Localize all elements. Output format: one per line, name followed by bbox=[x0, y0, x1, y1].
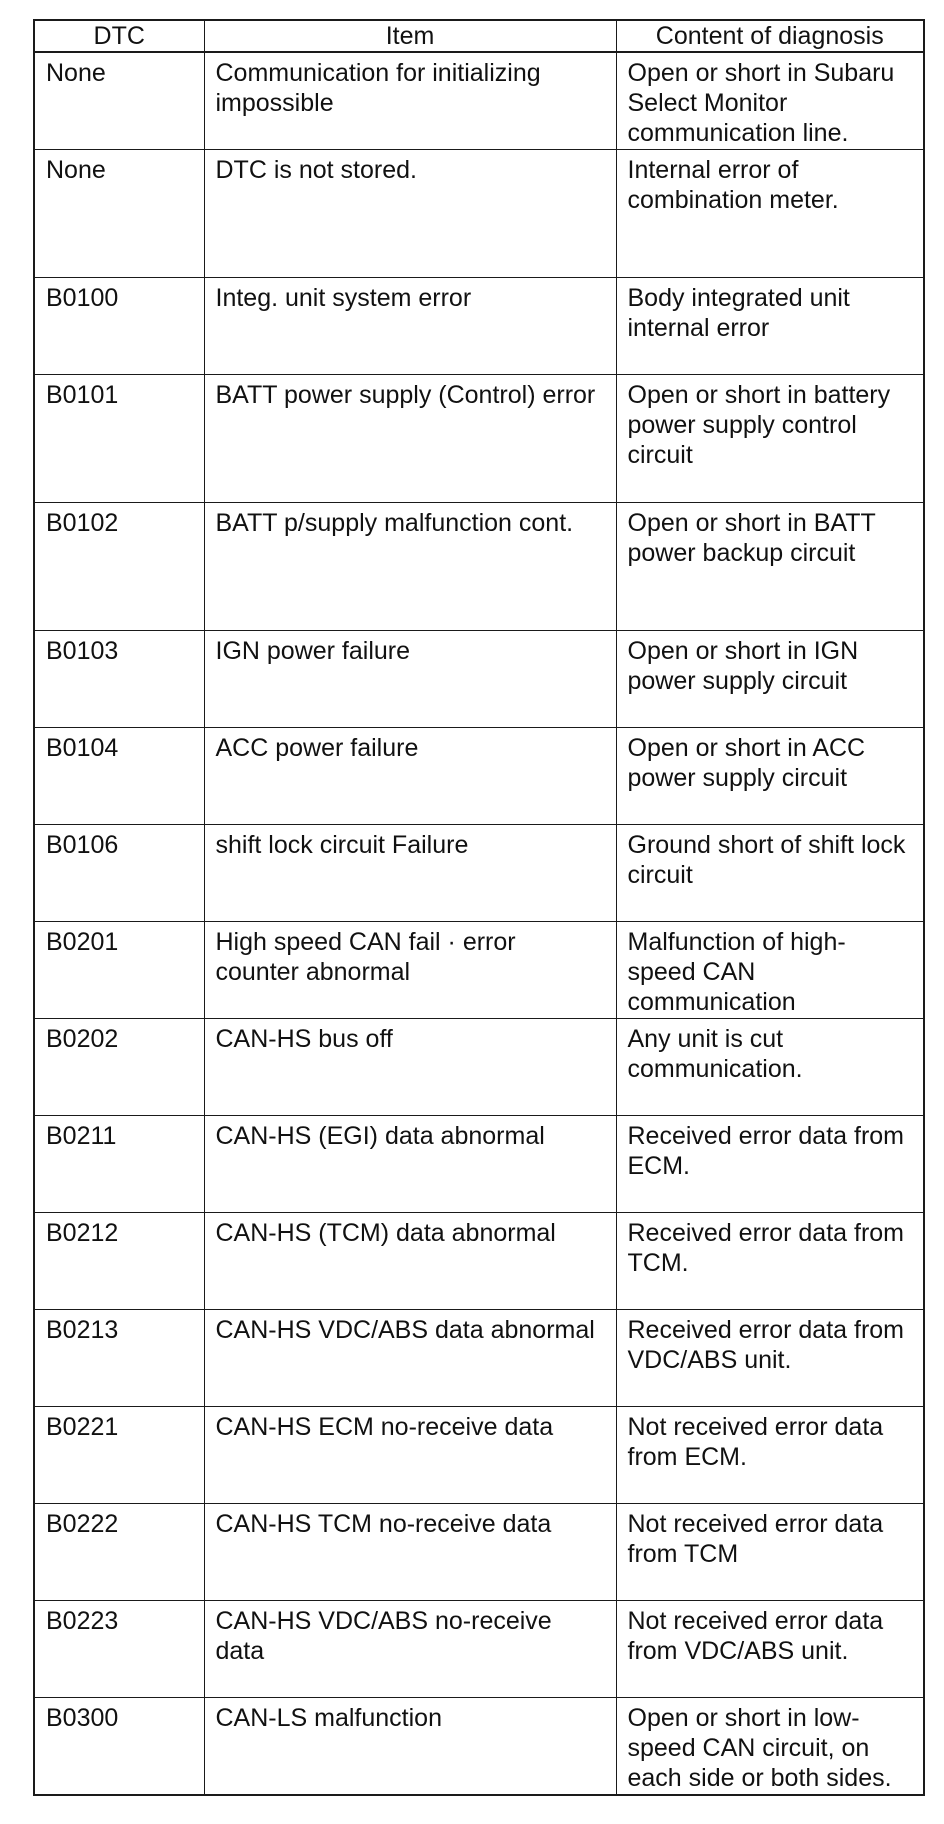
column-header-item: Item bbox=[204, 20, 616, 52]
table-row bbox=[34, 374, 924, 502]
dtc-cell: B0103 bbox=[34, 630, 204, 727]
item-cell: CAN-HS (EGI) data abnormal bbox=[204, 1115, 616, 1212]
table-row bbox=[34, 1406, 924, 1503]
content-cell: Open or short in ACC power supply circuit bbox=[616, 727, 924, 824]
column-header-dtc: DTC bbox=[34, 20, 204, 52]
table-row bbox=[34, 277, 924, 374]
item-cell: Communication for initializing impossible bbox=[204, 52, 616, 149]
table-row bbox=[34, 1503, 924, 1600]
item-cell: BATT power supply (Control) error bbox=[204, 374, 616, 502]
content-cell: Open or short in low-speed CAN circuit, on each side or both sides. bbox=[616, 1697, 924, 1795]
content-cell: Any unit is cut communication. bbox=[616, 1018, 924, 1115]
dtc-cell: B0221 bbox=[34, 1406, 204, 1503]
dtc-cell: B0104 bbox=[34, 727, 204, 824]
table-body bbox=[34, 52, 924, 1795]
content-cell: Not received error data from ECM. bbox=[616, 1406, 924, 1503]
table-row bbox=[34, 727, 924, 824]
table-row bbox=[34, 1600, 924, 1697]
content-cell: Open or short in Subaru Select Monitor communication line. bbox=[616, 52, 924, 149]
item-cell: shift lock circuit Failure bbox=[204, 824, 616, 921]
dtc-cell: B0213 bbox=[34, 1309, 204, 1406]
item-cell: CAN-HS bus off bbox=[204, 1018, 616, 1115]
content-cell: Open or short in IGN power supply circuit bbox=[616, 630, 924, 727]
content-cell: Not received error data from TCM bbox=[616, 1503, 924, 1600]
table-row bbox=[34, 502, 924, 630]
dtc-cell: B0101 bbox=[34, 374, 204, 502]
table-row bbox=[34, 921, 924, 1018]
header-row bbox=[34, 20, 924, 52]
dtc-cell: B0102 bbox=[34, 502, 204, 630]
dtc-cell: B0100 bbox=[34, 277, 204, 374]
dtc-cell: B0202 bbox=[34, 1018, 204, 1115]
table-row bbox=[34, 630, 924, 727]
table-row bbox=[34, 1115, 924, 1212]
dtc-cell: B0300 bbox=[34, 1697, 204, 1795]
item-cell: CAN-HS VDC/ABS no-receive data bbox=[204, 1600, 616, 1697]
item-cell: CAN-HS VDC/ABS data abnormal bbox=[204, 1309, 616, 1406]
content-cell: Open or short in battery power supply control circuit bbox=[616, 374, 924, 502]
dtc-cell: B0222 bbox=[34, 1503, 204, 1600]
item-cell: CAN-LS malfunction bbox=[204, 1697, 616, 1795]
content-cell: Ground short of shift lock circuit bbox=[616, 824, 924, 921]
content-cell: Received error data from ECM. bbox=[616, 1115, 924, 1212]
item-cell: CAN-HS TCM no-receive data bbox=[204, 1503, 616, 1600]
item-cell: High speed CAN fail · error counter abnormal bbox=[204, 921, 616, 1018]
table-row bbox=[34, 149, 924, 277]
content-cell: Received error data from TCM. bbox=[616, 1212, 924, 1309]
dtc-cell: B0106 bbox=[34, 824, 204, 921]
dtc-cell: B0211 bbox=[34, 1115, 204, 1212]
table-row bbox=[34, 52, 924, 149]
dtc-cell: None bbox=[34, 52, 204, 149]
table-header bbox=[34, 20, 924, 52]
content-cell: Open or short in BATT power backup circuit bbox=[616, 502, 924, 630]
item-cell: ACC power failure bbox=[204, 727, 616, 824]
dtc-table bbox=[33, 19, 925, 1796]
item-cell: IGN power failure bbox=[204, 630, 616, 727]
column-header-content: Content of diagnosis bbox=[616, 20, 924, 52]
content-cell: Malfunction of high-speed CAN communication bbox=[616, 921, 924, 1018]
content-cell: Received error data from VDC/ABS unit. bbox=[616, 1309, 924, 1406]
item-cell: Integ. unit system error bbox=[204, 277, 616, 374]
table-row bbox=[34, 1212, 924, 1309]
table-row bbox=[34, 824, 924, 921]
dtc-cell: B0223 bbox=[34, 1600, 204, 1697]
table-row bbox=[34, 1697, 924, 1795]
dtc-cell: None bbox=[34, 149, 204, 277]
table-row bbox=[34, 1018, 924, 1115]
content-cell: Not received error data from VDC/ABS unit. bbox=[616, 1600, 924, 1697]
table-row bbox=[34, 1309, 924, 1406]
item-cell: DTC is not stored. bbox=[204, 149, 616, 277]
item-cell: BATT p/supply malfunction cont. bbox=[204, 502, 616, 630]
item-cell: CAN-HS ECM no-receive data bbox=[204, 1406, 616, 1503]
item-cell: CAN-HS (TCM) data abnormal bbox=[204, 1212, 616, 1309]
content-cell: Internal error of combination meter. bbox=[616, 149, 924, 277]
dtc-cell: B0201 bbox=[34, 921, 204, 1018]
dtc-cell: B0212 bbox=[34, 1212, 204, 1309]
content-cell: Body integrated unit internal error bbox=[616, 277, 924, 374]
